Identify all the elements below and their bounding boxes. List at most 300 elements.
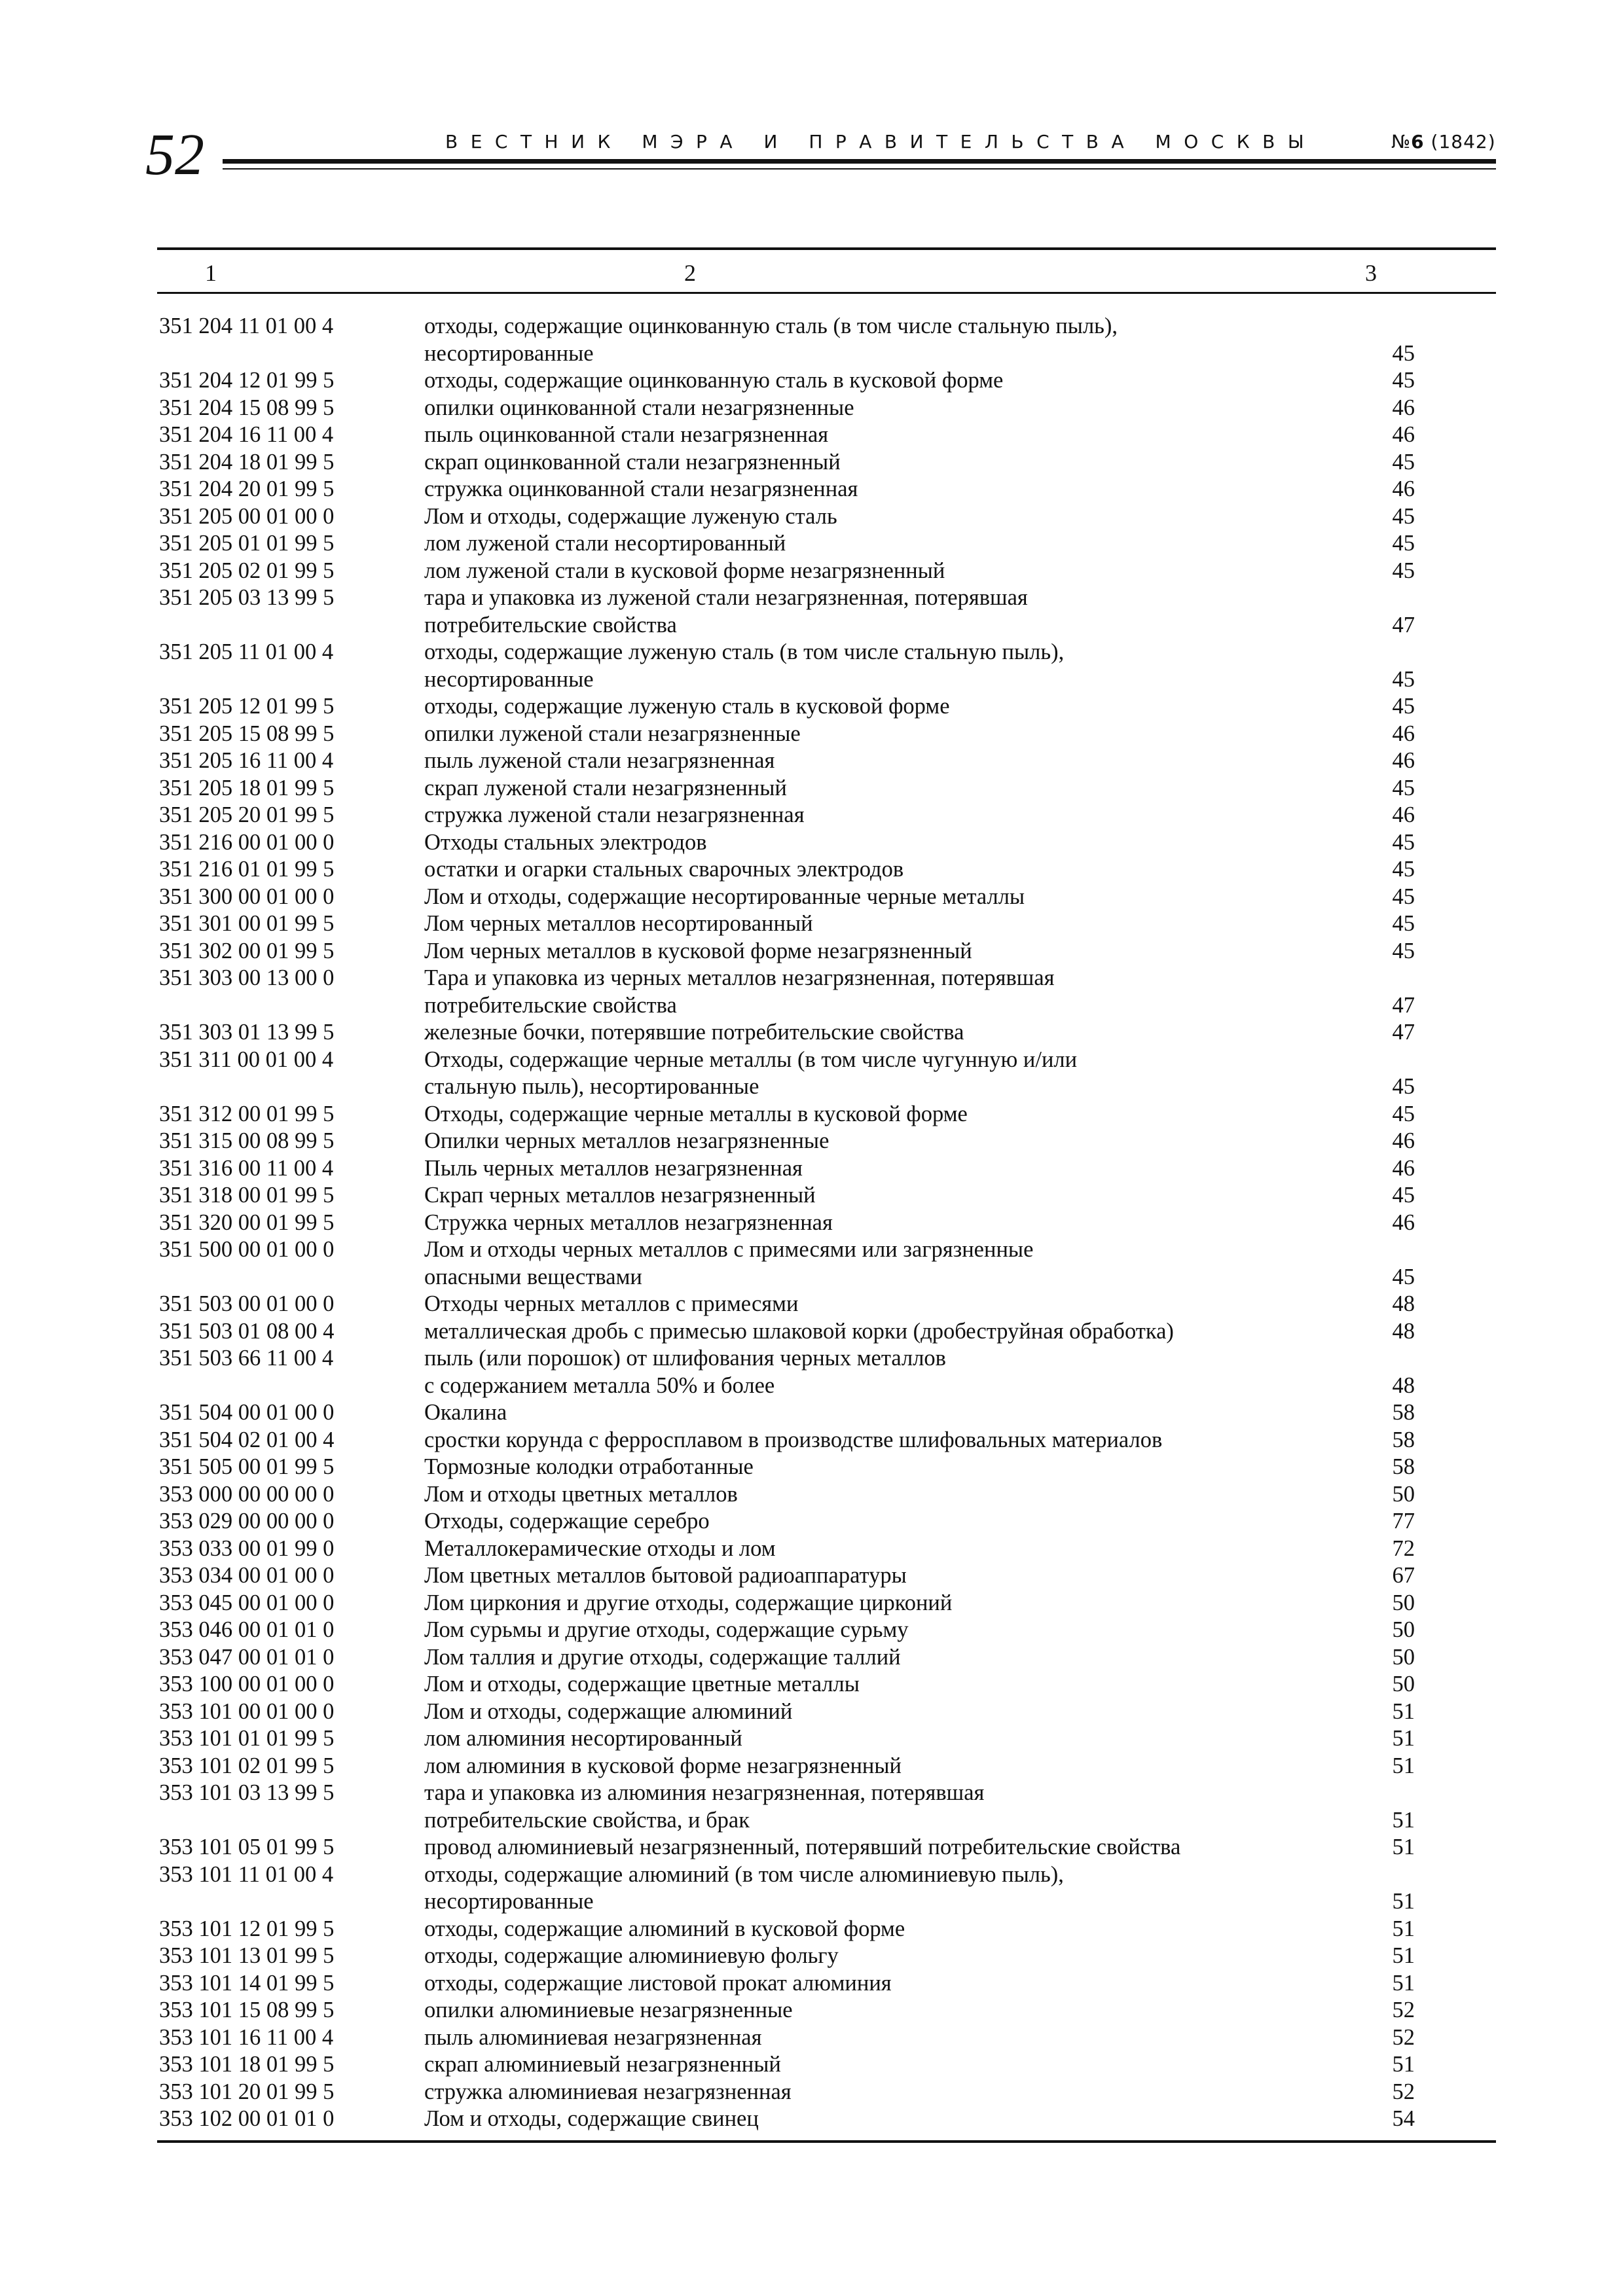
waste-code: 351 303 01 13 99 5 (159, 1020, 335, 1045)
class-value: 50 (1392, 1481, 1415, 1507)
table-row (159, 1671, 1495, 1698)
table-row (159, 1698, 1495, 1726)
description-line: тара и упаковка из луженой стали незагрязненная, потерявшая (424, 585, 1028, 610)
table-row (159, 1047, 1495, 1101)
waste-code: 351 315 00 08 99 5 (159, 1128, 335, 1153)
waste-description (424, 1128, 1354, 1155)
waste-description (424, 476, 1354, 503)
waste-description (424, 721, 1354, 748)
description-line: потребительские свойства, и брак (424, 1807, 750, 1833)
class-value: 58 (1392, 1427, 1415, 1452)
waste-description (424, 1753, 1354, 1780)
waste-description (424, 558, 1354, 585)
class-value: 47 (1392, 992, 1415, 1018)
waste-description (424, 1535, 1354, 1563)
class-value: 46 (1392, 1210, 1415, 1235)
waste-description (424, 1861, 1354, 1916)
waste-description (424, 1644, 1354, 1672)
table-row (159, 1753, 1495, 1780)
class-value: 50 (1392, 1644, 1415, 1670)
waste-code: 353 101 18 01 99 5 (159, 2052, 335, 2077)
waste-code: 351 205 18 01 99 5 (159, 775, 335, 800)
waste-description (424, 1101, 1354, 1128)
table-row (159, 693, 1495, 721)
description-line: опилки луженой стали незагрязненные (424, 721, 801, 746)
class-value: 51 (1392, 1835, 1415, 1859)
class-value: 51 (1392, 1807, 1415, 1833)
waste-description (424, 829, 1354, 857)
description-line: железные бочки, потерявшие потребительские свойства (424, 1020, 964, 1045)
class-value: 45 (1392, 1101, 1415, 1126)
description-line: стальную пыль), несортированные (424, 1074, 759, 1099)
description-line: с содержанием металла 50% и более (424, 1372, 775, 1398)
class-value: 58 (1392, 1454, 1415, 1479)
waste-code: 351 311 00 01 00 4 (159, 1047, 334, 1072)
waste-description (424, 1508, 1354, 1535)
description-line: опилки алюминиевые незагрязненные (424, 1998, 793, 2022)
waste-description (424, 1318, 1354, 1346)
description-line: скрап луженой стали незагрязненный (424, 775, 787, 800)
description-line: стружка оцинкованной стали незагрязненная (424, 476, 858, 501)
waste-code: 351 302 00 01 99 5 (159, 938, 335, 963)
waste-code: 353 047 00 01 01 0 (159, 1644, 335, 1670)
waste-code: 351 205 16 11 00 4 (159, 748, 334, 773)
class-value: 51 (1392, 1916, 1415, 1941)
table-row (159, 1454, 1495, 1481)
waste-code: 351 216 01 01 99 5 (159, 857, 335, 882)
waste-code: 351 204 12 01 99 5 (159, 368, 335, 393)
waste-description (424, 395, 1354, 422)
waste-description (424, 1236, 1354, 1291)
table-row (159, 1291, 1495, 1318)
table-row (159, 639, 1495, 693)
waste-code: 351 312 00 01 99 5 (159, 1101, 335, 1126)
table-row (159, 1617, 1495, 1644)
description-line: сростки корунда с ферросплавом в производстве шлифовальных материалов (424, 1427, 1163, 1452)
waste-code: 353 033 00 01 99 0 (159, 1535, 335, 1561)
waste-code: 351 204 11 01 00 4 (159, 314, 334, 338)
description-line: Лом черных металлов несортированный (424, 911, 813, 936)
description-line: Тара и упаковка из черных металлов незагрязненная, потерявшая (424, 965, 1055, 990)
class-value: 51 (1392, 1698, 1415, 1724)
waste-code: 353 101 00 01 00 0 (159, 1698, 335, 1724)
table-row (159, 558, 1495, 585)
waste-code: 353 046 00 01 01 0 (159, 1617, 335, 1642)
waste-description (424, 938, 1354, 965)
description-line: Лом и отходы, содержащие свинец (424, 2106, 759, 2131)
waste-code: 351 505 00 01 99 5 (159, 1454, 335, 1479)
description-line: Стружка черных металлов незагрязненная (424, 1210, 833, 1235)
table-row (159, 802, 1495, 829)
waste-code: 353 101 20 01 99 5 (159, 2079, 335, 2104)
waste-description (424, 2079, 1354, 2106)
waste-code: 353 101 05 01 99 5 (159, 1835, 335, 1859)
table-row (159, 422, 1495, 449)
table-row (159, 503, 1495, 531)
waste-code: 351 504 00 01 00 0 (159, 1400, 335, 1425)
table-row (159, 1155, 1495, 1183)
class-value: 46 (1392, 721, 1415, 746)
table-row (159, 1427, 1495, 1454)
waste-description (424, 1780, 1354, 1834)
waste-description (424, 1916, 1354, 1943)
journal-title: ВЕСТНИК МЭРА И ПРАВИТЕЛЬСТВА МОСКВЫ (445, 131, 1317, 152)
table-bottom-rule (157, 2140, 1496, 2143)
table-row (159, 2079, 1495, 2106)
waste-code: 351 318 00 01 99 5 (159, 1183, 335, 1208)
table-row (159, 1508, 1495, 1535)
table-row (159, 1916, 1495, 1943)
class-value: 48 (1392, 1372, 1415, 1398)
description-line: отходы, содержащие луженую сталь (в том числе стальную пыль), (424, 639, 1065, 664)
class-value: 47 (1392, 1020, 1415, 1045)
table-row (159, 1535, 1495, 1563)
waste-code: 353 101 13 01 99 5 (159, 1943, 335, 1968)
column-header-1: 1 (205, 260, 217, 286)
waste-description (424, 693, 1354, 721)
issue-number-value: 6 (1411, 131, 1425, 152)
description-line: скрап алюминиевый незагрязненный (424, 2052, 781, 2077)
class-value: 67 (1392, 1563, 1415, 1588)
table-row (159, 1128, 1495, 1155)
waste-description (424, 1210, 1354, 1237)
class-value: 52 (1392, 1998, 1415, 2022)
description-line: Пыль черных металлов незагрязненная (424, 1155, 803, 1181)
waste-code: 351 303 00 13 00 0 (159, 965, 335, 990)
table-top-rule (157, 247, 1496, 250)
class-value: 47 (1392, 612, 1415, 637)
waste-description (424, 965, 1354, 1019)
description-line: Скрап черных металлов незагрязненный (424, 1183, 816, 1208)
waste-description (424, 1291, 1354, 1318)
table-row (159, 1019, 1495, 1047)
class-value: 45 (1392, 558, 1415, 583)
description-line: отходы, содержащие листовой прокат алюминия (424, 1970, 892, 1996)
waste-description (424, 449, 1354, 476)
waste-code: 351 205 02 01 99 5 (159, 558, 335, 583)
table-row (159, 747, 1495, 775)
table-row (159, 884, 1495, 911)
waste-code: 351 204 20 01 99 5 (159, 476, 335, 501)
waste-code: 351 503 00 01 00 0 (159, 1291, 335, 1316)
table-row (159, 1399, 1495, 1427)
description-line: пыль алюминиевая незагрязненная (424, 2024, 762, 2050)
class-value: 51 (1392, 1726, 1415, 1751)
class-value: 52 (1392, 2024, 1415, 2050)
description-line: отходы, содержащие алюминий в кусковой форме (424, 1916, 905, 1941)
description-line: Отходы стальных электродов (424, 829, 707, 855)
class-value: 45 (1392, 368, 1415, 393)
description-line: лом луженой стали несортированный (424, 531, 786, 556)
description-line: лом алюминия в кусковой форме незагрязненный (424, 1753, 902, 1778)
description-line: Окалина (424, 1400, 507, 1425)
waste-description (424, 1562, 1354, 1590)
waste-description (424, 1970, 1354, 1998)
table-row (159, 2051, 1495, 2079)
class-value: 45 (1392, 503, 1415, 529)
waste-description (424, 1454, 1354, 1481)
issue-prefix: № (1391, 131, 1412, 152)
table-row (159, 1562, 1495, 1590)
class-value: 72 (1392, 1535, 1415, 1561)
waste-description (424, 313, 1354, 367)
description-line: пыль луженой стали незагрязненная (424, 748, 775, 773)
waste-code: 351 216 00 01 00 0 (159, 829, 335, 855)
description-line: остатки и огарки стальных сварочных электродов (424, 857, 904, 882)
table-row (159, 1943, 1495, 1970)
table-row (159, 313, 1495, 367)
waste-code: 353 029 00 00 00 0 (159, 1509, 335, 1534)
waste-code: 351 504 02 01 00 4 (159, 1427, 335, 1452)
table-row (159, 530, 1495, 558)
waste-code: 351 205 01 01 99 5 (159, 531, 335, 556)
class-value: 58 (1392, 1400, 1415, 1425)
description-line: Лом черных металлов в кусковой форме незагрязненный (424, 938, 972, 963)
description-line: стружка луженой стали незагрязненная (424, 802, 805, 827)
waste-code: 353 102 00 01 01 0 (159, 2106, 335, 2131)
description-line: опасными веществами (424, 1264, 642, 1289)
waste-description (424, 1698, 1354, 1726)
description-line: лом алюминия несортированный (424, 1726, 742, 1751)
waste-code: 351 204 18 01 99 5 (159, 449, 335, 475)
table-row (159, 965, 1495, 1019)
waste-code: 353 101 11 01 00 4 (159, 1861, 334, 1887)
description-line: несортированные (424, 666, 594, 692)
waste-code: 353 101 16 11 00 4 (159, 2024, 334, 2050)
waste-description (424, 1047, 1354, 1101)
table-row (159, 1861, 1495, 1916)
class-value: 45 (1392, 1074, 1415, 1099)
waste-code: 353 101 12 01 99 5 (159, 1916, 335, 1941)
description-line: Отходы, содержащие серебро (424, 1509, 710, 1534)
table-body (159, 313, 1495, 2133)
class-value: 46 (1392, 395, 1415, 420)
waste-code: 351 320 00 01 99 5 (159, 1210, 335, 1235)
waste-description (424, 884, 1354, 911)
waste-description (424, 802, 1354, 829)
waste-code: 353 101 15 08 99 5 (159, 1998, 335, 2022)
issue-year: (1842) (1431, 131, 1496, 152)
table-header-rule (157, 292, 1496, 294)
waste-code: 353 101 02 01 99 5 (159, 1753, 335, 1778)
waste-description (424, 1997, 1354, 2024)
table-row (159, 721, 1495, 748)
table-row (159, 775, 1495, 802)
description-line: Отходы черных металлов с примесями (424, 1291, 799, 1316)
table-row (159, 1970, 1495, 1998)
description-line: Металлокерамические отходы и лом (424, 1535, 776, 1561)
description-line: Лом и отходы, содержащие несортированные черные металлы (424, 884, 1025, 909)
class-value: 46 (1392, 422, 1415, 447)
waste-description (424, 1617, 1354, 1644)
waste-code: 351 205 03 13 99 5 (159, 585, 335, 610)
description-line: Лом и отходы, содержащие цветные металлы (424, 1672, 860, 1696)
table-row (159, 1236, 1495, 1291)
header-rule-thin (223, 168, 1496, 170)
waste-code: 353 101 01 01 99 5 (159, 1726, 335, 1751)
table-row (159, 829, 1495, 857)
waste-code: 351 301 00 01 99 5 (159, 911, 335, 936)
description-line: Опилки черных металлов незагрязненные (424, 1128, 830, 1153)
waste-description (424, 2051, 1354, 2079)
description-line: отходы, содержащие оцинкованную сталь (в том числе стальную пыль), (424, 314, 1118, 338)
waste-description (424, 367, 1354, 395)
waste-code: 351 500 00 01 00 0 (159, 1237, 335, 1262)
class-value: 45 (1392, 857, 1415, 882)
description-line: потребительские свойства (424, 992, 677, 1018)
class-value: 51 (1392, 1943, 1415, 1968)
waste-description (424, 747, 1354, 775)
description-line: отходы, содержащие алюминиевую фольгу (424, 1943, 839, 1968)
waste-code: 353 101 03 13 99 5 (159, 1780, 335, 1805)
waste-description (424, 1399, 1354, 1427)
class-value: 45 (1392, 666, 1415, 692)
class-value: 46 (1392, 748, 1415, 773)
class-value: 54 (1392, 2106, 1415, 2131)
class-value: 45 (1392, 340, 1415, 366)
description-line: Лом таллия и другие отходы, содержащие таллий (424, 1644, 901, 1670)
class-value: 45 (1392, 775, 1415, 800)
description-line: Тормозные колодки отработанные (424, 1454, 754, 1479)
class-value: 51 (1392, 1970, 1415, 1996)
table-row (159, 856, 1495, 884)
description-line: потребительские свойства (424, 612, 677, 637)
waste-description (424, 1943, 1354, 1970)
description-line: Лом и отходы цветных металлов (424, 1481, 738, 1507)
description-line: Лом циркония и другие отходы, содержащие цирконий (424, 1590, 953, 1615)
class-value: 45 (1392, 531, 1415, 556)
class-value: 45 (1392, 449, 1415, 475)
class-value: 46 (1392, 802, 1415, 827)
description-line: несортированные (424, 1889, 594, 1914)
waste-description (424, 1725, 1354, 1753)
waste-description (424, 2024, 1354, 2052)
table-row (159, 476, 1495, 503)
description-line: Лом и отходы, содержащие луженую сталь (424, 503, 837, 529)
waste-code: 351 205 12 01 99 5 (159, 694, 335, 719)
waste-description (424, 1427, 1354, 1454)
waste-description (424, 1019, 1354, 1047)
description-line: Отходы, содержащие черные металлы в кусковой форме (424, 1101, 968, 1126)
table-row (159, 449, 1495, 476)
waste-description (424, 1834, 1354, 1861)
waste-code: 351 205 15 08 99 5 (159, 721, 335, 746)
waste-code: 353 000 00 00 00 0 (159, 1481, 335, 1507)
table-row (159, 395, 1495, 422)
table-row (159, 1318, 1495, 1346)
description-line: пыль оцинкованной стали незагрязненная (424, 422, 829, 447)
waste-code: 351 205 20 01 99 5 (159, 802, 335, 827)
class-value: 51 (1392, 1889, 1415, 1914)
waste-code: 351 205 00 01 00 0 (159, 503, 335, 529)
description-line: Лом и отходы, содержащие алюминий (424, 1698, 793, 1724)
waste-description (424, 422, 1354, 449)
class-value: 46 (1392, 1128, 1415, 1153)
waste-code: 351 204 16 11 00 4 (159, 422, 334, 447)
class-value: 45 (1392, 1183, 1415, 1208)
table-row (159, 1182, 1495, 1210)
waste-code: 351 316 00 11 00 4 (159, 1155, 334, 1181)
table-row (159, 2106, 1495, 2133)
table-row (159, 1780, 1495, 1834)
table-row (159, 938, 1495, 965)
description-line: металлическая дробь с примесью шлаковой корки (дробеструйная обработка) (424, 1318, 1174, 1344)
table-row (159, 367, 1495, 395)
waste-description (424, 1590, 1354, 1617)
waste-description (424, 584, 1354, 639)
table-row (159, 1644, 1495, 1672)
table-row (159, 2024, 1495, 2052)
description-line: Лом сурьмы и другие отходы, содержащие сурьму (424, 1617, 909, 1642)
description-line: Лом и отходы черных металлов с примесями или загрязненные (424, 1237, 1034, 1262)
waste-description (424, 910, 1354, 938)
table-row (159, 1725, 1495, 1753)
table-row (159, 910, 1495, 938)
table-row (159, 1210, 1495, 1237)
class-value: 77 (1392, 1509, 1415, 1534)
class-value: 48 (1392, 1318, 1415, 1344)
waste-description (424, 1671, 1354, 1698)
table-row (159, 1590, 1495, 1617)
description-line: пыль (или порошок) от шлифования черных металлов (424, 1346, 946, 1371)
header-rule (223, 159, 1496, 164)
class-value: 45 (1392, 884, 1415, 909)
description-line: отходы, содержащие оцинкованную сталь в кусковой форме (424, 368, 1004, 393)
table-row (159, 1101, 1495, 1128)
class-value: 45 (1392, 911, 1415, 936)
waste-description (424, 775, 1354, 802)
description-line: стружка алюминиевая незагрязненная (424, 2079, 792, 2104)
description-line: отходы, содержащие алюминий (в том числе алюминиевую пыль), (424, 1861, 1064, 1887)
waste-description (424, 1345, 1354, 1399)
class-value: 50 (1392, 1590, 1415, 1615)
class-value: 45 (1392, 694, 1415, 719)
description-line: Лом цветных металлов бытовой радиоаппаратуры (424, 1563, 907, 1588)
description-line: отходы, содержащие луженую сталь в кусковой форме (424, 694, 950, 719)
waste-description (424, 503, 1354, 531)
waste-code: 353 100 00 01 00 0 (159, 1672, 335, 1696)
waste-code: 353 045 00 01 00 0 (159, 1590, 335, 1615)
description-line: провод алюминиевый незагрязненный, потерявший потребительские свойства (424, 1835, 1181, 1859)
class-value: 51 (1392, 2052, 1415, 2077)
class-value: 50 (1392, 1617, 1415, 1642)
waste-description (424, 2106, 1354, 2133)
table-row (159, 1997, 1495, 2024)
class-value: 45 (1392, 829, 1415, 855)
description-line: несортированные (424, 340, 594, 366)
waste-code: 353 101 14 01 99 5 (159, 1970, 335, 1996)
description-line: Отходы, содержащие черные металлы (в том числе чугунную и/или (424, 1047, 1078, 1072)
description-line: скрап оцинкованной стали незагрязненный (424, 449, 841, 475)
class-value: 52 (1392, 2079, 1415, 2104)
table-row (159, 1834, 1495, 1861)
waste-description (424, 1155, 1354, 1183)
waste-description (424, 856, 1354, 884)
class-value: 48 (1392, 1291, 1415, 1316)
table-row (159, 584, 1495, 639)
class-value: 51 (1392, 1753, 1415, 1778)
issue-number (1391, 131, 1496, 152)
column-header-3: 3 (1365, 260, 1377, 286)
waste-description (424, 1481, 1354, 1509)
table-row (159, 1345, 1495, 1399)
description-line: опилки оцинкованной стали незагрязненные (424, 395, 854, 420)
waste-description (424, 1182, 1354, 1210)
waste-code: 351 205 11 01 00 4 (159, 639, 334, 664)
column-header-2: 2 (684, 260, 696, 286)
class-value: 46 (1392, 1155, 1415, 1181)
class-value: 50 (1392, 1672, 1415, 1696)
